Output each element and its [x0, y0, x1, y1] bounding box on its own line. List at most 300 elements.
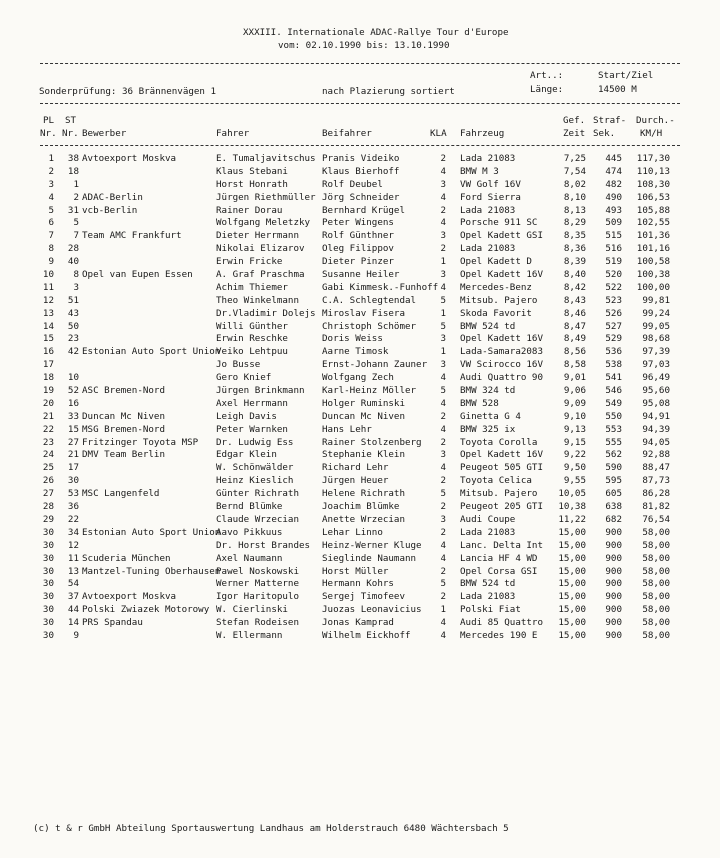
table-row	[0, 308, 720, 321]
cell-kmh: 95,08	[642, 397, 670, 409]
cell-kmh: 105,88	[636, 204, 670, 216]
cell-kla: 3	[440, 513, 446, 525]
cell-bew: Fritzinger Toyota MSP	[82, 436, 199, 448]
cell-bei: Bernhard Krügel	[322, 204, 405, 216]
cell-bew: Polski Zwiazek Motorowy	[82, 604, 210, 616]
cell-fah: Bernd Blümke	[216, 501, 283, 513]
col-straf: Straf-	[593, 115, 627, 126]
cell-kmh: 58,00	[642, 629, 670, 641]
cell-pl: 30	[42, 617, 54, 629]
cell-sek: 595	[605, 475, 622, 487]
cell-kla: 4	[440, 165, 446, 177]
cell-bew: Team AMC Frankfurt	[82, 230, 182, 242]
cell-fz: Lada 21083	[460, 243, 516, 255]
cell-pl: 10	[42, 269, 54, 281]
table-row	[0, 449, 720, 462]
cell-kla: 1	[440, 307, 446, 319]
cell-bei: Wolfgang Zech	[322, 372, 394, 384]
document-title: XXXIII. Internationale ADAC-Rallye Tour d'Europe	[243, 27, 509, 38]
cell-bei: Joachim Blümke	[322, 501, 400, 513]
cell-pl: 13	[42, 307, 54, 319]
cell-st: 30	[67, 475, 79, 487]
cell-st: 31	[67, 204, 79, 216]
col-kla: KLA	[430, 128, 447, 139]
cell-st: 7	[73, 230, 79, 242]
col-durch: Durch.-	[636, 115, 675, 126]
cell-fah: Heinz Kieslich	[216, 475, 294, 487]
cell-zeit: 8,10	[563, 191, 586, 203]
cell-st: 8	[73, 269, 79, 281]
cell-fz: Lada 21083	[460, 591, 516, 603]
cell-fz: Audi Quattro 90	[460, 372, 543, 384]
cell-zeit: 15,00	[558, 591, 586, 603]
cell-kmh: 58,00	[642, 539, 670, 551]
cell-sek: 553	[605, 423, 622, 435]
cell-pl: 9	[48, 256, 54, 268]
cell-st: 16	[67, 397, 79, 409]
table-row	[0, 398, 720, 411]
cell-kmh: 76,54	[642, 513, 670, 525]
cell-kmh: 95,60	[642, 385, 670, 397]
cell-fz: Audi Coupe	[460, 513, 516, 525]
cell-bei: Horst Müller	[322, 565, 389, 577]
cell-kmh: 106,53	[636, 191, 670, 203]
cell-fah: Jo Busse	[216, 359, 261, 371]
cell-kmh: 99,05	[642, 320, 670, 332]
cell-st: 1	[73, 178, 79, 190]
cell-bei: Jonas Kamprad	[322, 617, 394, 629]
cell-fah: Horst Honrath	[216, 178, 288, 190]
cell-kla: 2	[440, 410, 446, 422]
cell-pl: 17	[42, 359, 54, 371]
cell-zeit: 8,43	[563, 294, 586, 306]
cell-kmh: 58,00	[642, 526, 670, 538]
cell-sek: 562	[605, 449, 622, 461]
cell-sek: 490	[605, 191, 622, 203]
cell-pl: 19	[42, 385, 54, 397]
cell-kla: 4	[440, 617, 446, 629]
cell-kla: 2	[440, 475, 446, 487]
cell-bew: Estonian Auto Sport Union	[82, 526, 221, 538]
cell-st: 36	[67, 501, 79, 513]
cell-fz: Mercedes 190 E	[460, 629, 538, 641]
cell-fah: Pawel Noskowski	[216, 565, 299, 577]
cell-sek: 900	[605, 604, 622, 616]
cell-fz: Lada 21083	[460, 204, 516, 216]
cell-pl: 27	[42, 488, 54, 500]
cell-sek: 546	[605, 385, 622, 397]
cell-kla: 4	[440, 462, 446, 474]
cell-kmh: 117,30	[636, 153, 670, 164]
cell-kla: 4	[440, 191, 446, 203]
cell-sek: 555	[605, 436, 622, 448]
cell-bei: Miroslav Fisera	[322, 307, 405, 319]
cell-bei: Dieter Pinzer	[322, 256, 394, 268]
cell-fz: Lancia HF 4 WD	[460, 552, 538, 564]
cell-zeit: 8,58	[563, 359, 586, 371]
table-row	[0, 256, 720, 269]
cell-fah: Jürgen Riethmüller	[216, 191, 316, 203]
cell-st: 34	[67, 526, 79, 538]
cell-st: 2	[73, 191, 79, 203]
cell-bew: Mantzel-Tuning Oberhausen	[82, 565, 221, 577]
cell-fah: Dr. Horst Brandes	[216, 539, 311, 551]
cell-st: 42	[67, 346, 79, 358]
cell-st: 28	[67, 243, 79, 255]
cell-bew: DMV Team Berlin	[82, 449, 165, 461]
cell-zeit: 8,36	[563, 243, 586, 255]
cell-bei: Hermann Kohrs	[322, 578, 394, 590]
cell-fz: Toyota Celica	[460, 475, 532, 487]
cell-bei: Gabi Kimmesk.-Funhoff	[322, 281, 439, 293]
cell-bei: Oleg Filippov	[322, 243, 394, 255]
cell-fz: Lada 21083	[460, 526, 516, 538]
cell-st: 27	[67, 436, 79, 448]
cell-bei: Heinz-Werner Kluge	[322, 539, 422, 551]
cell-st: 38	[67, 153, 79, 164]
cell-zeit: 15,00	[558, 629, 586, 641]
cell-pl: 30	[42, 578, 54, 590]
cell-st: 53	[67, 488, 79, 500]
cell-bew: Avtoexport Moskva	[82, 153, 177, 164]
cell-kla: 3	[440, 359, 446, 371]
cell-kla: 1	[440, 346, 446, 358]
table-row	[0, 630, 720, 643]
cell-sek: 590	[605, 462, 622, 474]
cell-pl: 15	[42, 333, 54, 345]
cell-st: 40	[67, 256, 79, 268]
cell-fz: Ginetta G 4	[460, 410, 521, 422]
cell-kla: 5	[440, 294, 446, 306]
table-row	[0, 553, 720, 566]
cell-kmh: 108,30	[636, 178, 670, 190]
cell-zeit: 8,49	[563, 333, 586, 345]
col-pl: PL	[43, 115, 55, 126]
sonderpruefung: Sonderprüfung: 36 Brännenvägen 1	[39, 86, 217, 97]
cell-bew: MSC Langenfeld	[82, 488, 160, 500]
cell-fz: Polski Fiat	[460, 604, 521, 616]
cell-fz: Peugeot 505 GTI	[460, 462, 543, 474]
cell-kmh: 58,00	[642, 552, 670, 564]
table-row	[0, 179, 720, 192]
cell-kla: 4	[440, 397, 446, 409]
cell-bei: Lehar Linno	[322, 526, 383, 538]
cell-pl: 16	[42, 346, 54, 358]
cell-kmh: 98,68	[642, 333, 670, 345]
cell-fah: Theo Winkelmann	[216, 294, 299, 306]
cell-st: 44	[67, 604, 79, 616]
cell-pl: 30	[42, 629, 54, 641]
cell-bei: Pranis Videiko	[322, 153, 400, 164]
cell-kmh: 99,24	[642, 307, 670, 319]
table-row	[0, 243, 720, 256]
cell-fz: Opel Corsa GSI	[460, 565, 538, 577]
cell-bei: Karl-Heinz Möller	[322, 385, 417, 397]
footer: (c) t & r GmbH Abteilung Sportauswertung Landhaus am Holderstrauch 6480 Wächtersbach 5	[33, 823, 509, 834]
cell-sek: 900	[605, 565, 622, 577]
cell-sek: 523	[605, 294, 622, 306]
cell-kla: 4	[440, 552, 446, 564]
cell-kmh: 101,16	[636, 243, 670, 255]
cell-bei: Ernst-Johann Zauner	[322, 359, 428, 371]
cell-st: 51	[67, 294, 79, 306]
cell-sek: 605	[605, 488, 622, 500]
results-table	[0, 153, 720, 643]
cell-bew: ADAC-Berlin	[82, 191, 143, 203]
cell-sek: 474	[605, 165, 622, 177]
cell-pl: 30	[42, 526, 54, 538]
cell-zeit: 15,00	[558, 526, 586, 538]
cell-bew: Estonian Auto Sport Union	[82, 346, 221, 358]
cell-bei: Susanne Heiler	[322, 269, 400, 281]
cell-bei: Jörg Schneider	[322, 191, 400, 203]
cell-zeit: 15,00	[558, 604, 586, 616]
cell-zeit: 8,40	[563, 269, 586, 281]
cell-fz: Opel Kadett D	[460, 256, 532, 268]
cell-kla: 4	[440, 217, 446, 229]
cell-kla: 3	[440, 269, 446, 281]
cell-bei: Anette Wrzecian	[322, 513, 405, 525]
table-row	[0, 578, 720, 591]
cell-st: 9	[73, 629, 79, 641]
table-row	[0, 385, 720, 398]
cell-sek: 516	[605, 243, 622, 255]
table-row	[0, 462, 720, 475]
cell-fz: Mercedes-Benz	[460, 281, 532, 293]
col-zeit: Zeit	[563, 128, 586, 139]
cell-fah: Peter Warnken	[216, 423, 288, 435]
cell-kla: 5	[440, 578, 446, 590]
cell-bew: PRS Spandau	[82, 617, 143, 629]
cell-st: 12	[67, 539, 79, 551]
table-row	[0, 282, 720, 295]
divider	[40, 63, 680, 64]
cell-sek: 445	[605, 153, 622, 164]
cell-st: 21	[67, 449, 79, 461]
cell-kla: 2	[440, 436, 446, 448]
col-bewerber: Bewerber	[82, 128, 127, 139]
cell-sek: 550	[605, 410, 622, 422]
cell-sek: 900	[605, 578, 622, 590]
cell-st: 11	[67, 552, 79, 564]
cell-sek: 541	[605, 372, 622, 384]
cell-kmh: 81,82	[642, 501, 670, 513]
cell-fah: Edgar Klein	[216, 449, 277, 461]
cell-fah: Rainer Dorau	[216, 204, 283, 216]
cell-fah: Nikolai Elizarov	[216, 243, 305, 255]
cell-sek: 682	[605, 513, 622, 525]
cell-fah: W. Schönwälder	[216, 462, 294, 474]
table-row	[0, 411, 720, 424]
cell-bei: Richard Lehr	[322, 462, 389, 474]
cell-kmh: 58,00	[642, 591, 670, 603]
table-row	[0, 540, 720, 553]
cell-pl: 28	[42, 501, 54, 513]
cell-fah: Günter Richrath	[216, 488, 299, 500]
col-nr: Nr.	[40, 128, 57, 139]
cell-zeit: 10,38	[558, 501, 586, 513]
cell-fah: Aavo Pikkuus	[216, 526, 283, 538]
table-row	[0, 321, 720, 334]
cell-kla: 4	[440, 629, 446, 641]
table-row	[0, 205, 720, 218]
cell-zeit: 9,22	[563, 449, 586, 461]
cell-pl: 14	[42, 320, 54, 332]
cell-zeit: 8,29	[563, 217, 586, 229]
cell-kmh: 94,91	[642, 410, 670, 422]
cell-kmh: 58,00	[642, 604, 670, 616]
cell-zeit: 15,00	[558, 552, 586, 564]
table-row	[0, 424, 720, 437]
cell-pl: 4	[48, 191, 54, 203]
cell-st: 23	[67, 333, 79, 345]
cell-zeit: 9,06	[563, 385, 586, 397]
table-row	[0, 527, 720, 540]
cell-bei: Juozas Leonavicius	[322, 604, 422, 616]
cell-st: 3	[73, 281, 79, 293]
cell-sek: 515	[605, 230, 622, 242]
art-value: Start/Ziel	[598, 70, 654, 81]
cell-pl: 30	[42, 565, 54, 577]
cell-st: 15	[67, 423, 79, 435]
col-gef: Gef.	[563, 115, 586, 126]
cell-st: 33	[67, 410, 79, 422]
cell-pl: 7	[48, 230, 54, 242]
cell-bei: Doris Weiss	[322, 333, 383, 345]
cell-st: 22	[67, 513, 79, 525]
table-row	[0, 166, 720, 179]
cell-fz: Opel Kadett 16V	[460, 269, 543, 281]
cell-fah: Achim Thiemer	[216, 281, 288, 293]
cell-kla: 4	[440, 423, 446, 435]
cell-fz: Skoda Favorit	[460, 307, 532, 319]
cell-st: 50	[67, 320, 79, 332]
cell-fz: BMW M 3	[460, 165, 499, 177]
cell-bew: Opel van Eupen Essen	[82, 269, 193, 281]
cell-zeit: 11,22	[558, 513, 586, 525]
cell-kla: 1	[440, 256, 446, 268]
cell-fah: Stefan Rodeisen	[216, 617, 299, 629]
cell-bei: Holger Ruminski	[322, 397, 405, 409]
cell-kla: 2	[440, 565, 446, 577]
cell-sek: 549	[605, 397, 622, 409]
cell-zeit: 15,00	[558, 617, 586, 629]
cell-fz: Mitsub. Pajero	[460, 488, 538, 500]
cell-fah: Erwin Reschke	[216, 333, 288, 345]
cell-sek: 529	[605, 333, 622, 345]
cell-kmh: 99,81	[642, 294, 670, 306]
table-row	[0, 359, 720, 372]
cell-sek: 900	[605, 617, 622, 629]
cell-kla: 3	[440, 230, 446, 242]
cell-kla: 4	[440, 281, 446, 293]
cell-st: 5	[73, 217, 79, 229]
cell-pl: 3	[48, 178, 54, 190]
cell-bei: Rolf Deubel	[322, 178, 383, 190]
cell-fah: E. Tumaljavitschus	[216, 153, 316, 164]
cell-sek: 493	[605, 204, 622, 216]
table-row	[0, 475, 720, 488]
cell-sek: 536	[605, 346, 622, 358]
cell-zeit: 8,39	[563, 256, 586, 268]
laenge-label: Länge:	[530, 84, 564, 95]
cell-pl: 25	[42, 462, 54, 474]
cell-sek: 527	[605, 320, 622, 332]
cell-bei: Rolf Günthner	[322, 230, 394, 242]
cell-zeit: 8,46	[563, 307, 586, 319]
cell-pl: 5	[48, 204, 54, 216]
cell-pl: 21	[42, 410, 54, 422]
cell-pl: 26	[42, 475, 54, 487]
cell-zeit: 8,35	[563, 230, 586, 242]
cell-fz: VW Golf 16V	[460, 178, 521, 190]
cell-bei: Klaus Bierhoff	[322, 165, 400, 177]
cell-kmh: 58,00	[642, 578, 670, 590]
cell-fz: Opel Kadett 16V	[460, 449, 543, 461]
col-fahrer: Fahrer	[216, 128, 250, 139]
cell-bei: Jürgen Heuer	[322, 475, 389, 487]
cell-kla: 4	[440, 372, 446, 384]
cell-fz: BMW 325 ix	[460, 423, 516, 435]
cell-bei: Sergej Timofeev	[322, 591, 405, 603]
cell-zeit: 8,42	[563, 281, 586, 293]
cell-st: 54	[67, 578, 79, 590]
cell-st: 13	[67, 565, 79, 577]
cell-bew: vcb-Berlin	[82, 204, 138, 216]
table-row	[0, 153, 720, 166]
cell-fz: Toyota Corolla	[460, 436, 538, 448]
table-row	[0, 269, 720, 282]
sort-note: nach Plazierung sortiert	[322, 86, 455, 97]
cell-pl: 22	[42, 423, 54, 435]
cell-sek: 526	[605, 307, 622, 319]
cell-zeit: 15,00	[558, 539, 586, 551]
cell-st: 10	[67, 372, 79, 384]
table-row	[0, 346, 720, 359]
cell-fz: BMW 524 td	[460, 578, 516, 590]
table-row	[0, 566, 720, 579]
cell-kla: 3	[440, 449, 446, 461]
table-row	[0, 591, 720, 604]
cell-st: 14	[67, 617, 79, 629]
cell-fz: BMW 528	[460, 397, 499, 409]
cell-sek: 900	[605, 552, 622, 564]
cell-fah: Gero Knief	[216, 372, 272, 384]
cell-kla: 2	[440, 591, 446, 603]
cell-kmh: 86,28	[642, 488, 670, 500]
cell-kmh: 102,55	[636, 217, 670, 229]
cell-bei: Hans Lehr	[322, 423, 372, 435]
cell-bei: Aarne Timosk	[322, 346, 389, 358]
cell-fah: Klaus Stebani	[216, 165, 288, 177]
cell-kla: 1	[440, 604, 446, 616]
cell-bew: MSG Bremen-Nord	[82, 423, 165, 435]
cell-fah: Jürgen Brinkmann	[216, 385, 305, 397]
cell-fz: Opel Kadett 16V	[460, 333, 543, 345]
cell-kmh: 96,49	[642, 372, 670, 384]
col-beifahrer: Beifahrer	[322, 128, 372, 139]
cell-kla: 5	[440, 488, 446, 500]
cell-bew: Avtoexport Moskva	[82, 591, 177, 603]
cell-fah: Claude Wrzecian	[216, 513, 299, 525]
table-row	[0, 488, 720, 501]
cell-fah: Wolfgang Meletzky	[216, 217, 311, 229]
cell-zeit: 7,25	[563, 153, 586, 164]
cell-pl: 2	[48, 165, 54, 177]
cell-bei: Rainer Stolzenberg	[322, 436, 422, 448]
cell-sek: 482	[605, 178, 622, 190]
cell-zeit: 7,54	[563, 165, 586, 177]
